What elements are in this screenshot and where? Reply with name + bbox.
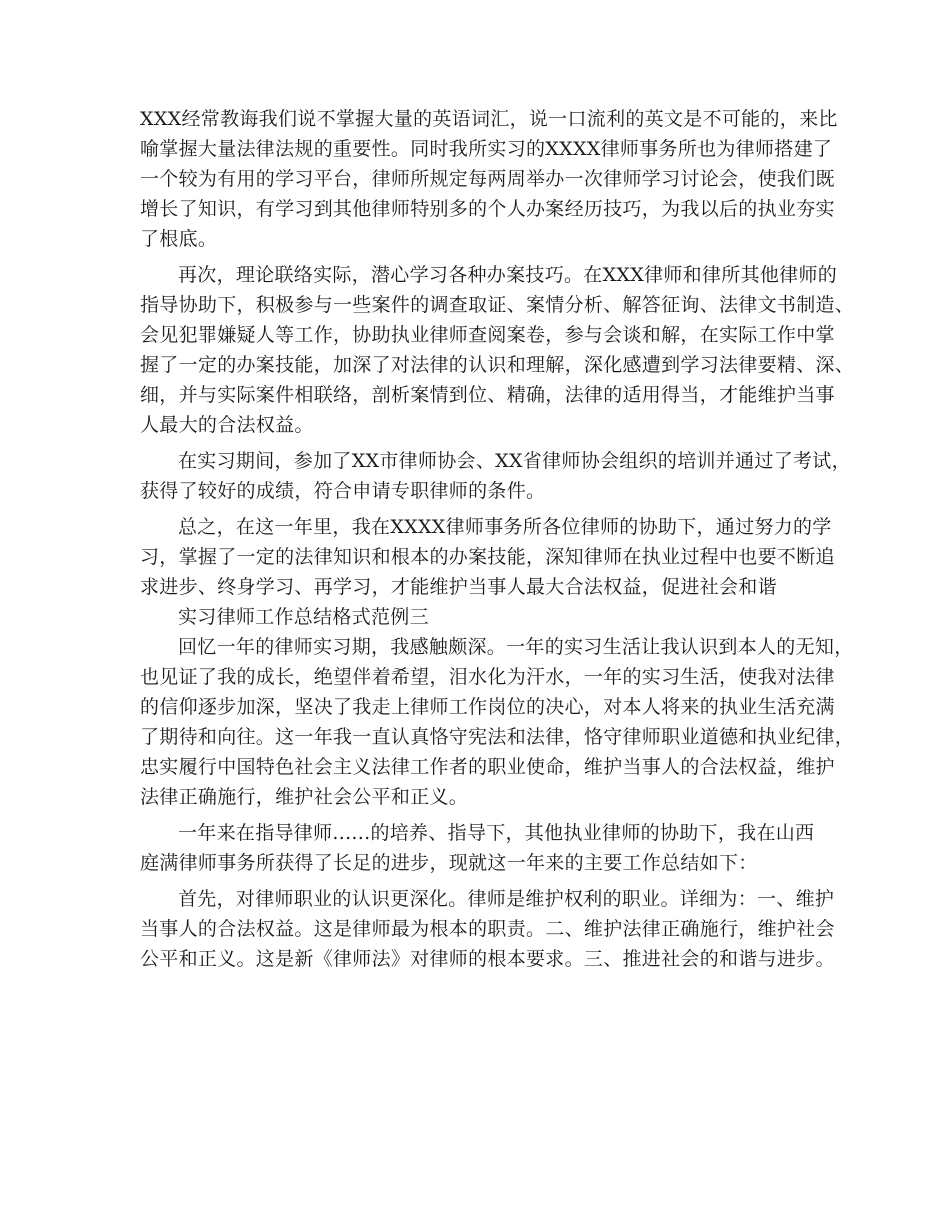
text-line: 求进步、终身学习、再学习，才能维护当事人最大合法权益，促进社会和谐 xyxy=(140,576,777,598)
text-line: 在实习期间，参加了XX市律师协会、XX省律师协会组织的培训并通过了考试， xyxy=(178,450,851,472)
text-line: 细，并与实际案件相联络，剖析案情到位、精确，法律的适用得当，才能维护当事 xyxy=(140,384,835,406)
text-line: 一个较为有用的学习平台，律师所规定每两周举办一次律师学习讨论会，使我们既 xyxy=(140,168,835,190)
text-line: 握了一定的办案技能，加深了对法律的认识和理解，深化感遭到学习法律要精、深、 xyxy=(140,354,855,376)
text-line: 忠实履行中国特色社会主义法律工作者的职业使命，维护当事人的合法权益，维护 xyxy=(140,756,835,778)
text-line: 公平和正义。这是新《律师法》对律师的根本要求。三、推进社会的和谐与进步。 xyxy=(140,948,835,970)
text-line: 再次，理论联络实际，潜心学习各种办案技巧。在XXX律师和律所其他律师的 xyxy=(178,264,838,286)
text-line: 获得了较好的成绩，符合申请专职律师的条件。 xyxy=(140,480,546,502)
text-line: 的信仰逐步加深，坚决了我走上律师工作岗位的决心，对本人将来的执业生活充满 xyxy=(140,696,835,718)
paragraph xyxy=(140,818,830,878)
text-line: 庭满律师事务所获得了长足的进步，现就这一年来的主要工作总结如下： xyxy=(140,852,758,874)
text-line: 回忆一年的律师实习期，我感触颇深。一年的实习生活让我认识到本人的无知， xyxy=(178,636,854,658)
text-line: 也见证了我的成长，绝望伴着希望，泪水化为汗水，一年的实习生活，使我对法律 xyxy=(140,666,835,688)
text-line: XXX经常教诲我们说不掌握大量的英语词汇，说一口流利的英文是不可能的，来比 xyxy=(140,108,838,130)
paragraph xyxy=(140,512,835,602)
paragraph xyxy=(140,260,855,440)
text-line: 喻掌握大量法律法规的重要性。同时我所实习的XXXX律师事务所也为律师搭建了 xyxy=(140,138,833,160)
text-line: 首先，对律师职业的认识更深化。律师是维护权利的职业。详细为：一、维护 xyxy=(178,888,835,910)
text-line: 指导协助下，积极参与一些案件的调查取证、案情分析、解答征询、法律文书制造、 xyxy=(140,294,855,316)
text-line: 人最大的合法权益。 xyxy=(140,414,314,436)
text-line: 当事人的合法权益。这是律师最为根本的职责。二、维护法律正确施行，维护社会 xyxy=(140,918,835,940)
text-line: 法律正确施行，维护社会公平和正义。 xyxy=(140,786,469,808)
text-line: 会见犯罪嫌疑人等工作，协助执业律师查阅案卷，参与会谈和解，在实际工作中掌 xyxy=(140,324,835,346)
text-line: 了根底。 xyxy=(140,228,218,250)
text-line: 习，掌握了一定的法律知识和根本的办案技能，深知律师在执业过程中也要不断追 xyxy=(140,546,835,568)
paragraph xyxy=(140,104,838,254)
paragraph xyxy=(140,632,855,812)
text-line: 了期待和向往。这一年我一直认真恪守宪法和法律，恪守律师职业道德和执业纪律， xyxy=(140,726,855,748)
paragraph xyxy=(140,884,835,974)
text-line: 一年来在指导律师......的培养、指导下，其他执业律师的协助下，我在山西 xyxy=(178,822,815,844)
text-line: 增长了知识，有学习到其他律师特别多的个人办案经历技巧，为我以后的执业夯实 xyxy=(140,198,835,220)
text-line: 总之，在这一年里，我在XXXX律师事务所各位律师的协助下，通过努力的学 xyxy=(178,516,832,538)
document-body xyxy=(140,104,855,974)
section-heading: 实习律师工作总结格式范例三 xyxy=(178,606,429,628)
paragraph xyxy=(140,446,851,506)
